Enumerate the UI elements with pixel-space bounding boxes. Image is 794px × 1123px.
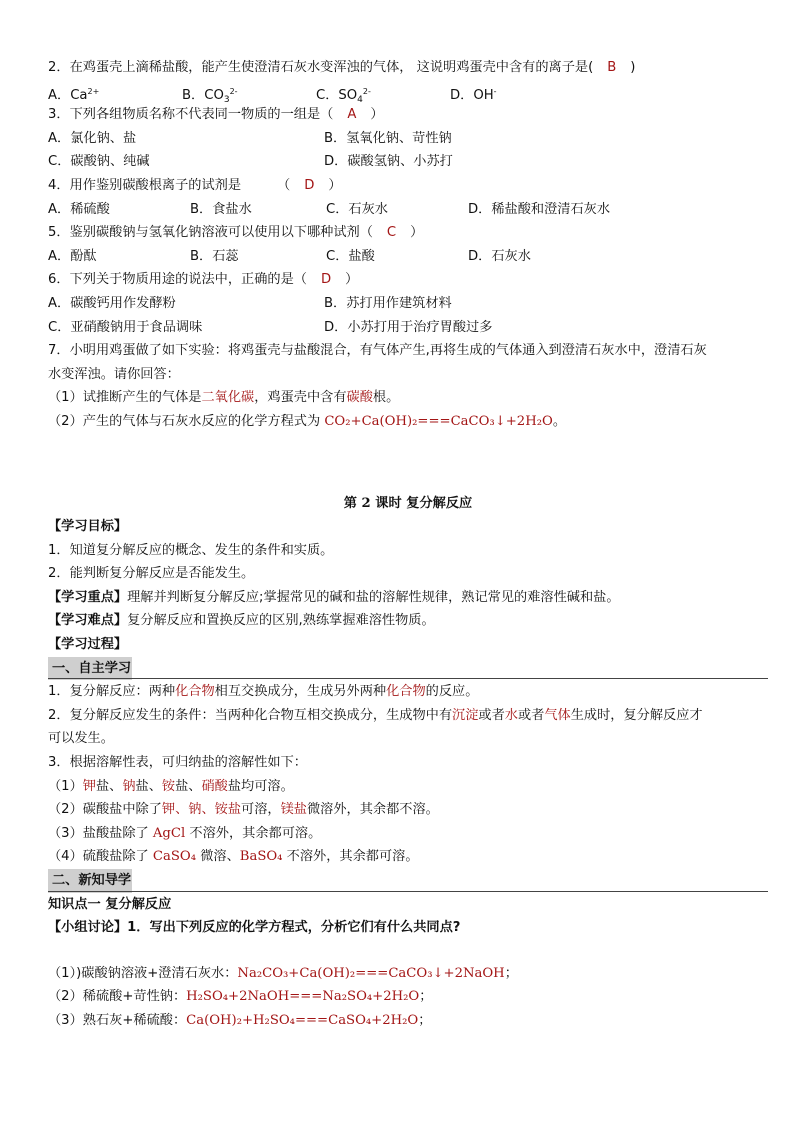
new-study-heading: 二、新知导学 [48,869,768,893]
option-b: B．食盐水 [190,201,252,217]
reaction-3: （3）熟石灰+稀硫酸：Ca(OH)₂+H₂SO₄===CaSO₄+2H₂O； [48,1012,432,1028]
self-study-item-3: 3．根据溶解性表，可归纳盐的溶解性如下： [48,755,307,771]
option-d: D．石灰水 [468,248,531,264]
knowledge-point-title: 知识点一 复分解反应 [48,896,172,912]
option-c: C．$SO_4^{2-}$ [316,86,371,105]
goal-item: 1．知道复分解反应的概念、发生的条件和实质。 [48,542,334,558]
option-d: D．碳酸氢钠、小苏打 [324,154,453,170]
option-d: D．稀盐酸和澄清石灰水 [468,201,611,217]
key-points: 【学习重点】理解并判断复分解反应;掌握常见的碱和盐的溶解性规律，熟记常见的难溶性碱和盐。 [48,589,620,605]
option-d: D．OH- [450,86,497,103]
question-5-stem: 5．鉴别碳酸钠与氢氧化钠溶液可以使用以下哪种试剂（ C ） [48,221,768,245]
option-d: D．小苏打用于治疗胃酸过多 [324,319,493,335]
self-study-item-1: 1．复分解反应：两种化合物相互交换成分，生成另外两种化合物的反应。 [48,684,479,700]
answer-equation: H₂SO₄+2NaOH===Na₂SO₄+2H₂O [186,989,420,1005]
question-7-part-2: （2）产生的气体与石灰水反应的化学方程式为 CO₂+Ca(OH)₂===CaCO₃↓+2H₂O。 [48,413,566,429]
answer-text: 碳酸 [346,390,373,406]
lesson-title: 第 2 课时 复分解反应 [343,495,473,511]
solubility-rule-3: （3）盐酸盐除了 AgCl 不溶外，其余都可溶。 [48,825,322,841]
reaction-1: （1）)碳酸钠溶液+澄清石灰水：Na₂CO₃+Ca(OH)₂===CaCO₃↓+2NaOH； [48,965,518,981]
process-heading: 【学习过程】 [48,637,128,653]
solubility-rule-2: （2）碳酸盐中除了钾、钠、铵盐可溶，镁盐微溶外，其余都不溶。 [48,802,439,818]
answer-equation: Na₂CO₃+Ca(OH)₂===CaCO₃↓+2NaOH [237,965,505,981]
answer-mark: D [304,177,315,193]
self-study-item-2: 2．复分解反应发生的条件：当两种化合物互相交换成分，生成物中有沉淀或者水或者气体生成时，复分解反应才 [48,707,703,723]
question-2-stem: 2．在鸡蛋壳上滴稀盐酸，能产生使澄清石灰水变浑浊的气体， 这说明鸡蛋壳中含有的离子是( B ) [48,56,768,80]
question-4-options [48,198,768,222]
answer-text: 二氧化碳 [201,390,255,406]
answer-equation: Ca(OH)₂+H₂SO₄===CaSO₄+2H₂O [186,1012,419,1028]
option-a: A．酚酞 [48,248,97,264]
self-study-heading: 一、自主学习 [48,657,768,681]
answer-mark: B [607,60,617,75]
solubility-rule-1: （1）钾盐、钠盐、铵盐、硝酸盐均可溶。 [48,778,294,794]
goals-heading: 【学习目标】 [48,519,128,535]
option-c: C．亚硝酸钠用于食品调味 [48,319,203,335]
worksheet-page [48,56,768,1033]
option-a: A．氯化钠、盐 [48,130,137,146]
question-6-options-row1 [48,292,768,316]
solubility-rule-4: （4）硫酸盐除了 CaSO₄ 微溶、BaSO₄ 不溶外，其余都可溶。 [48,849,419,865]
question-5-options [48,245,768,269]
question-3-stem: 3．下列各组物质名称不代表同一物质的一组是（ A ） [48,103,768,127]
option-a: A．$Ca^{2+}$ [48,86,100,103]
option-c: C．盐酸 [326,248,375,264]
question-6-stem: 6．下列关于物质用途的说法中，正确的是（ D ） [48,268,768,292]
option-c: C．石灰水 [326,201,388,217]
difficulty-points: 【学习难点】复分解反应和置换反应的区别,熟练掌握难溶性物质。 [48,613,435,629]
question-7-part-1: （1）试推断产生的气体是二氧化碳，鸡蛋壳中含有碳酸根。 [48,390,400,406]
question-7-stem-cont: 水变浑浊。请你回答： [48,366,180,382]
option-c: C．碳酸钠、纯碱 [48,154,150,170]
question-7-stem: 7．小明用鸡蛋做了如下实验：将鸡蛋壳与盐酸混合，有气体产生,再将生成的气体通入到澄清石灰水中，澄清石灰 [48,343,707,359]
option-b: B．氢氧化钠、苛性钠 [324,130,452,146]
answer-mark: A [347,107,357,123]
answer-mark: D [320,272,332,288]
group-discussion: 【小组讨论】1．写出下列反应的化学方程式，分析它们有什么共同点? [48,920,461,936]
answer-mark: C [386,225,397,241]
option-a: A．碳酸钙用作发酵粉 [48,295,176,311]
option-a: A．稀硫酸 [48,201,110,217]
self-study-item-2-cont: 可以发生。 [48,731,114,747]
answer-equation: CO₂+Ca(OH)₂===CaCO₃↓+2H₂O [324,413,553,429]
question-2-options [48,80,768,104]
question-3-options-row1 [48,127,768,151]
option-b: B．苏打用作建筑材料 [324,295,452,311]
question-6-options-row2 [48,316,768,340]
question-3-options-row2 [48,150,768,174]
question-4-stem: 4．用作鉴别碳酸根离子的试剂是 （ D ） [48,174,768,198]
option-b: B．$CO_3^{2-}$ [182,86,238,105]
goal-item: 2．能判断复分解反应是否能发生。 [48,566,255,582]
reaction-2: （2）稀硫酸+苛性钠：H₂SO₄+2NaOH===Na₂SO₄+2H₂O； [48,989,433,1005]
option-b: B．石蕊 [190,248,239,264]
